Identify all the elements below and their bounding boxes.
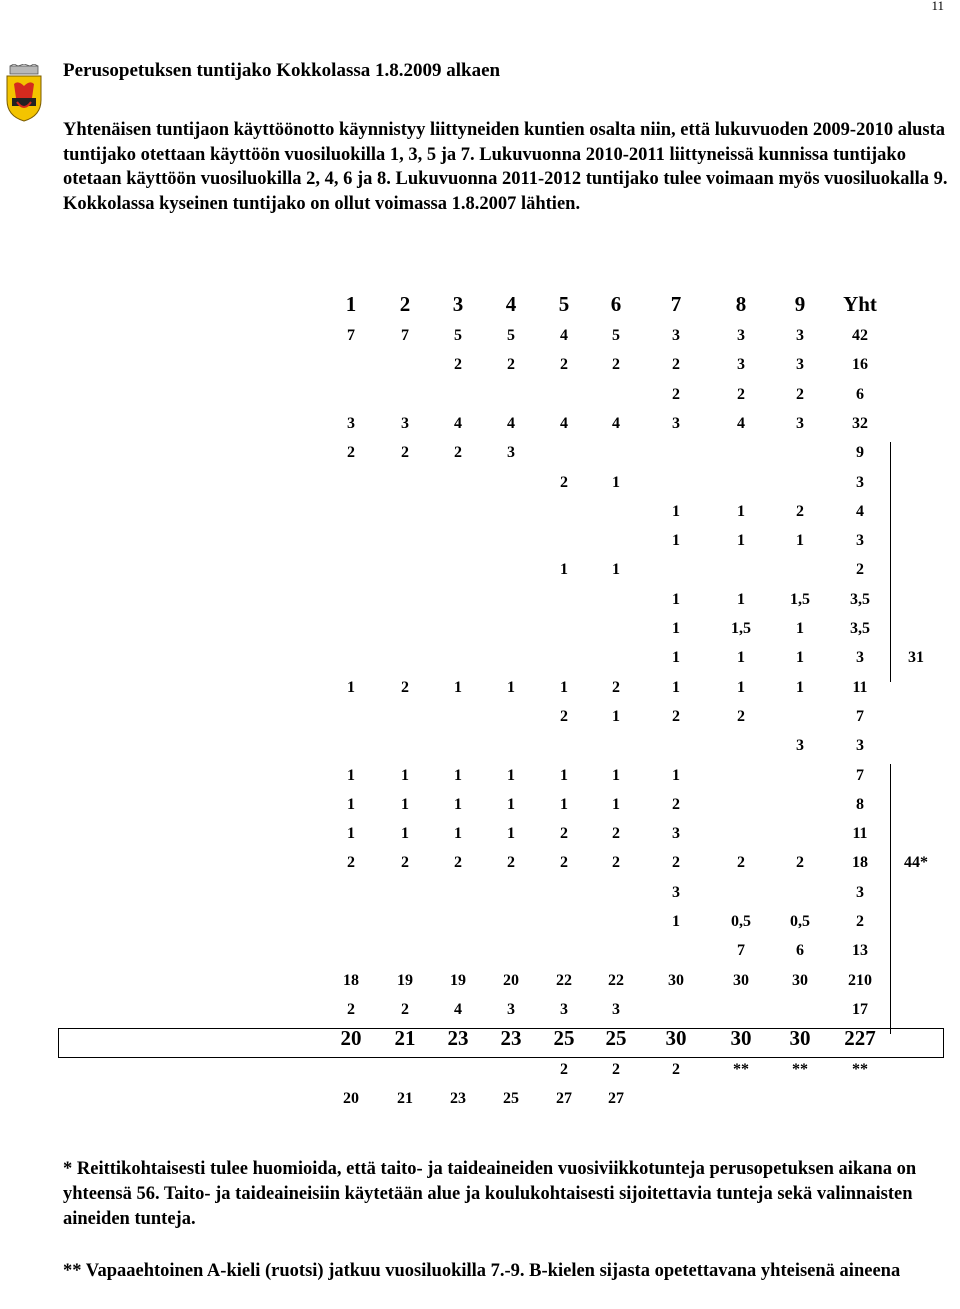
table-header-cell: 9 [794, 292, 806, 316]
table-cell: 1 [672, 590, 680, 608]
table-cell: 30 [733, 971, 749, 989]
table-cell: 3 [507, 1000, 515, 1018]
table-cell: 4 [612, 414, 620, 432]
table-cell: 3 [672, 327, 680, 344]
footnote-taitoaineet: * Reittikohtaisesti tulee huomioida, että taito- ja taideaineiden vuosiviikkotunteja perusopetuksen aikana on yhteensä 56. Taito- ja taideaineisiin käytetään alue ja koulukohtaisesti sijoitettavia tunteja sekä valinnaisten aineiden tunteja. [63, 1159, 917, 1229]
table-cell: 1 [401, 825, 409, 843]
table-cell: 3,5 [850, 620, 870, 637]
table-cell: 2 [796, 502, 804, 520]
table-cell: 1 [347, 795, 355, 813]
table-header-cell: Yht [843, 292, 877, 316]
table-cell: 4 [560, 414, 568, 432]
table-header-cell: 8 [735, 292, 747, 316]
table-cell: 210 [848, 971, 872, 989]
table-cell: 30 [668, 971, 684, 989]
table-cell: 3 [672, 414, 680, 432]
table-cell: 2 [454, 356, 462, 374]
table-cell: 4 [560, 327, 568, 344]
table-cell: 1 [560, 795, 568, 813]
table-cell: 1 [507, 766, 515, 784]
table-cell: 1 [507, 678, 515, 696]
table-cell: 1 [612, 766, 620, 784]
page-title: Perusopetuksen tuntijako Kokkolassa 1.8.2009 alkaen [63, 60, 501, 81]
table-cell: 2 [401, 854, 409, 872]
table-cell: 2 [507, 356, 515, 374]
table-cell: 30 [730, 1026, 752, 1050]
table-cell: 2 [560, 707, 568, 725]
table-cell: 1 [737, 678, 745, 696]
footnote-vapaaehtoinen: ** Vapaaehtoinen A-kieli (ruotsi) jatkuu vuosiluokilla 7.-9. B-kielen sijasta opetettavana yhteisenä aineena [63, 1261, 901, 1281]
table-cell: 19 [450, 971, 466, 989]
table-cell: 2 [672, 854, 680, 872]
table-cell: 22 [608, 971, 624, 989]
table-cell: 27 [556, 1090, 572, 1107]
table-cell: 1 [672, 532, 680, 550]
table-cell: 4 [507, 414, 515, 432]
table-cell: 2 [560, 356, 568, 374]
table-cell: 2 [737, 385, 745, 403]
table-cell: 2 [737, 707, 745, 725]
table-cell: 7 [347, 327, 355, 344]
table-cell: 2 [672, 1061, 680, 1078]
table-header-cell: 2 [399, 292, 411, 316]
table-cell: 2 [347, 1000, 355, 1018]
table-cell: 2 [856, 913, 864, 930]
table-cell: 30 [792, 971, 808, 989]
table-cell: 25 [553, 1026, 575, 1050]
table-cell: 6 [856, 385, 864, 403]
table-cell: 2 [672, 356, 680, 374]
table-header-cell: 3 [452, 292, 464, 316]
table-cell: 1 [612, 561, 620, 579]
table-cell: 1 [507, 825, 515, 843]
table-cell: 8 [856, 795, 864, 813]
table-cell: 3 [796, 414, 804, 432]
table-cell: 2 [672, 795, 680, 813]
table-cell: 42 [852, 327, 868, 344]
table-cell: 17 [852, 1000, 868, 1018]
table-cell: 16 [852, 356, 868, 374]
table-cell: 1 [672, 620, 680, 637]
table-cell: 2 [454, 444, 462, 462]
page-number: 11 [931, 0, 944, 13]
group-total: 31 [908, 649, 924, 667]
table-cell: 3,5 [850, 590, 870, 608]
table-cell: 4 [454, 1000, 462, 1018]
table-cell: 1 [737, 590, 745, 608]
table-cell: 22 [556, 971, 572, 989]
table-cell: 11 [852, 678, 868, 696]
table-cell: 1 [672, 766, 680, 784]
table-cell: 30 [789, 1026, 811, 1050]
table-cell: 27 [608, 1090, 624, 1107]
table-cell: 5 [454, 327, 462, 344]
coat-of-arms-icon [4, 64, 44, 122]
table-cell: 1 [612, 795, 620, 813]
table-cell: 2 [401, 444, 409, 462]
table-cell: 1 [612, 473, 620, 491]
table-cell: 2 [612, 678, 620, 696]
table-cell: 1 [560, 561, 568, 579]
table-cell: 1 [796, 678, 804, 696]
table-cell: 6 [796, 942, 804, 960]
table-cell: 2 [612, 825, 620, 843]
table-cell: 2 [672, 385, 680, 403]
table-cell: 21 [394, 1026, 416, 1050]
table-cell: 2 [454, 854, 462, 872]
table-header-cell: 5 [558, 292, 570, 316]
table-cell: 1 [737, 532, 745, 550]
table-cell: 19 [397, 971, 413, 989]
table-cell: 32 [852, 414, 868, 432]
table-cell: 25 [605, 1026, 627, 1050]
table-cell: 18 [343, 971, 359, 989]
table-cell: 3 [856, 883, 864, 901]
table-cell: 30 [665, 1026, 687, 1050]
intro-paragraph: Yhtenäisen tuntijaon käyttöönotto käynnistyy liittyneiden kuntien osalta niin, että lukuvuoden 2009-2010 alusta tuntijako otettaan käyttöön vuosiluokilla 1, 3, 5 ja 7. Lukuvuonna 2010-2011 liittyneissä kunnissa tuntijako otetaan käyttöön vuosiluokilla 2, 4, 6 ja 8. Lukuvuonna 2011-2012 tuntijako tulee voimaan myös vuosiluokalla 9. Kokkolassa kyseinen tuntijako on ollut voimassa 1.8.2007 lähtien. [63, 120, 948, 215]
table-cell: 1 [347, 766, 355, 784]
table-cell: 3 [560, 1000, 568, 1018]
table-cell: 2 [401, 678, 409, 696]
table-cell: 3 [796, 327, 804, 344]
group-bracket-line [890, 764, 891, 1034]
table-cell: ** [733, 1061, 749, 1078]
table-cell: 1,5 [790, 590, 810, 608]
table-cell: 3 [507, 444, 515, 462]
table-cell: 25 [503, 1090, 519, 1107]
table-cell: 1 [737, 502, 745, 520]
table-cell: 2 [560, 854, 568, 872]
table-cell: 0,5 [790, 913, 810, 930]
table-cell: 2 [796, 854, 804, 872]
total-row-box [58, 1028, 944, 1058]
table-cell: 2 [347, 854, 355, 872]
table-cell: 1 [672, 913, 680, 930]
table-cell: 2 [672, 707, 680, 725]
table-cell: 1 [507, 795, 515, 813]
table-cell: 23 [500, 1026, 522, 1050]
table-cell: 1 [737, 649, 745, 667]
table-header-cell: 7 [670, 292, 682, 316]
table-cell: 227 [844, 1026, 876, 1050]
table-cell: 1 [347, 678, 355, 696]
table-cell: 23 [450, 1090, 466, 1107]
table-cell: 1 [796, 532, 804, 550]
table-cell: 1 [454, 766, 462, 784]
table-cell: 1 [796, 620, 804, 637]
table-cell: 1 [454, 825, 462, 843]
table-cell: 4 [454, 414, 462, 432]
table-cell: 3 [856, 737, 864, 755]
table-cell: 2 [612, 854, 620, 872]
table-cell: 18 [852, 854, 868, 872]
table-cell: 7 [856, 707, 864, 725]
table-cell: 4 [856, 502, 864, 520]
table-cell: ** [852, 1061, 868, 1078]
table-cell: 3 [856, 649, 864, 667]
table-cell: 3 [347, 414, 355, 432]
table-cell: 2 [560, 473, 568, 491]
table-cell: 1 [796, 649, 804, 667]
table-cell: 1 [672, 649, 680, 667]
table-cell: 2 [347, 444, 355, 462]
table-cell: 1 [672, 502, 680, 520]
table-cell: 3 [796, 356, 804, 374]
table-cell: 7 [856, 766, 864, 784]
table-cell: 13 [852, 942, 868, 960]
table-cell: 1,5 [731, 620, 751, 637]
table-cell: 20 [343, 1090, 359, 1107]
table-cell: 3 [856, 473, 864, 491]
group-bracket-line [890, 442, 891, 682]
table-cell: 3 [401, 414, 409, 432]
table-cell: 1 [347, 825, 355, 843]
table-header-cell: 6 [610, 292, 622, 316]
table-cell: 3 [856, 532, 864, 550]
table-cell: 11 [852, 825, 868, 843]
table-cell: 3 [672, 883, 680, 901]
table-cell: 2 [612, 356, 620, 374]
table-cell: 21 [397, 1090, 413, 1107]
table-cell: 2 [856, 561, 864, 579]
table-header-cell: 1 [345, 292, 357, 316]
group-total: 44* [904, 854, 928, 872]
table-cell: 3 [672, 825, 680, 843]
table-cell: 7 [737, 942, 745, 960]
table-cell: ** [792, 1061, 808, 1078]
table-cell: 4 [737, 414, 745, 432]
table-cell: 1 [560, 678, 568, 696]
table-cell: 1 [672, 678, 680, 696]
table-cell: 3 [612, 1000, 620, 1018]
table-cell: 2 [737, 854, 745, 872]
table-header-cell: 4 [505, 292, 517, 316]
table-cell: 3 [737, 327, 745, 344]
table-cell: 3 [796, 737, 804, 755]
table-cell: 1 [560, 766, 568, 784]
table-cell: 5 [507, 327, 515, 344]
table-cell: 1 [454, 678, 462, 696]
table-cell: 2 [507, 854, 515, 872]
table-cell: 1 [454, 795, 462, 813]
table-cell: 20 [503, 971, 519, 989]
table-cell: 1 [401, 766, 409, 784]
table-cell: 0,5 [731, 913, 751, 930]
table-cell: 5 [612, 327, 620, 344]
table-cell: 23 [447, 1026, 469, 1050]
table-cell: 20 [340, 1026, 362, 1050]
table-cell: 3 [737, 356, 745, 374]
table-cell: 2 [612, 1061, 620, 1078]
table-cell: 2 [796, 385, 804, 403]
table-cell: 2 [401, 1000, 409, 1018]
table-cell: 1 [612, 707, 620, 725]
table-cell: 1 [401, 795, 409, 813]
table-cell: 7 [401, 327, 409, 344]
table-cell: 2 [560, 825, 568, 843]
table-cell: 2 [560, 1061, 568, 1078]
table-cell: 9 [856, 444, 864, 462]
